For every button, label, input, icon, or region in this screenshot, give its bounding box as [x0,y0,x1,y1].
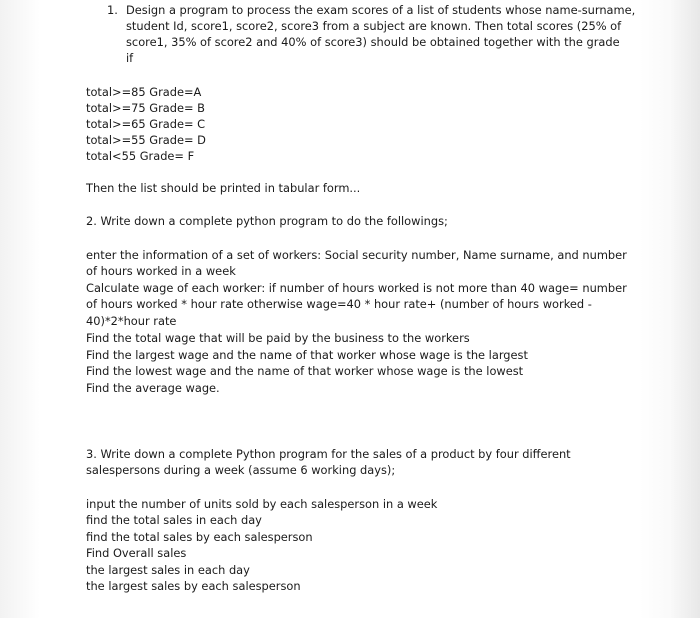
q2-title: 2. Write down a complete python program to do the followings; [86,214,448,228]
q3-line: find the total sales by each salesperson [86,530,313,544]
q1-line: score1, 35% of score2 and 40% of score3) should be obtained together with the grade [126,35,620,49]
q2-line: Find the average wage. [86,381,220,395]
grade-rule: total>=55 Grade= D [86,133,206,147]
q2-line: Find the largest wage and the name of that worker whose wage is the largest [86,348,528,362]
q1-number: 1. [107,3,118,17]
q2-line: enter the information of a set of workers: Social security number, Name surname, and number [86,248,627,262]
grade-rule: total<55 Grade= F [86,149,195,163]
page-edge-shadow [670,0,700,618]
grade-rule: total>=85 Grade=A [86,85,202,99]
q3-line: Find Overall sales [86,546,187,560]
q2-line: Calculate wage of each worker: if number of hours worked is not more than 40 wage= number [86,281,627,295]
q1-line: student Id, score1, score2, score3 from a subject are known. Then total scores (25% of [126,19,622,33]
q2-line: of hours worked * hour rate otherwise wage=40 * hour rate+ (number of hours worked - [86,297,592,311]
grade-rule: total>=75 Grade= B [86,101,205,115]
tabular-note: Then the list should be printed in tabular form... [86,181,361,195]
q3-line: the largest sales by each salesperson [86,579,301,593]
grade-rule: total>=65 Grade= C [86,117,206,131]
q3-line: input the number of units sold by each salesperson in a week [86,497,438,511]
q3-title: salespersons during a week (assume 6 working days); [86,463,396,477]
q2-line: 40)*2*hour rate [86,314,177,328]
q2-line: of hours worked in a week [86,264,236,278]
q2-line: Find the total wage that will be paid by the business to the workers [86,331,470,345]
q3-line: find the total sales in each day [86,513,262,527]
q3-title: 3. Write down a complete Python program for the sales of a product by four different [86,447,571,461]
q1-line: Design a program to process the exam scores of a list of students whose name-surname, [126,3,636,17]
q1-line: if [126,51,134,65]
q2-line: Find the lowest wage and the name of that worker whose wage is the lowest [86,364,524,378]
q3-line: the largest sales in each day [86,563,250,577]
